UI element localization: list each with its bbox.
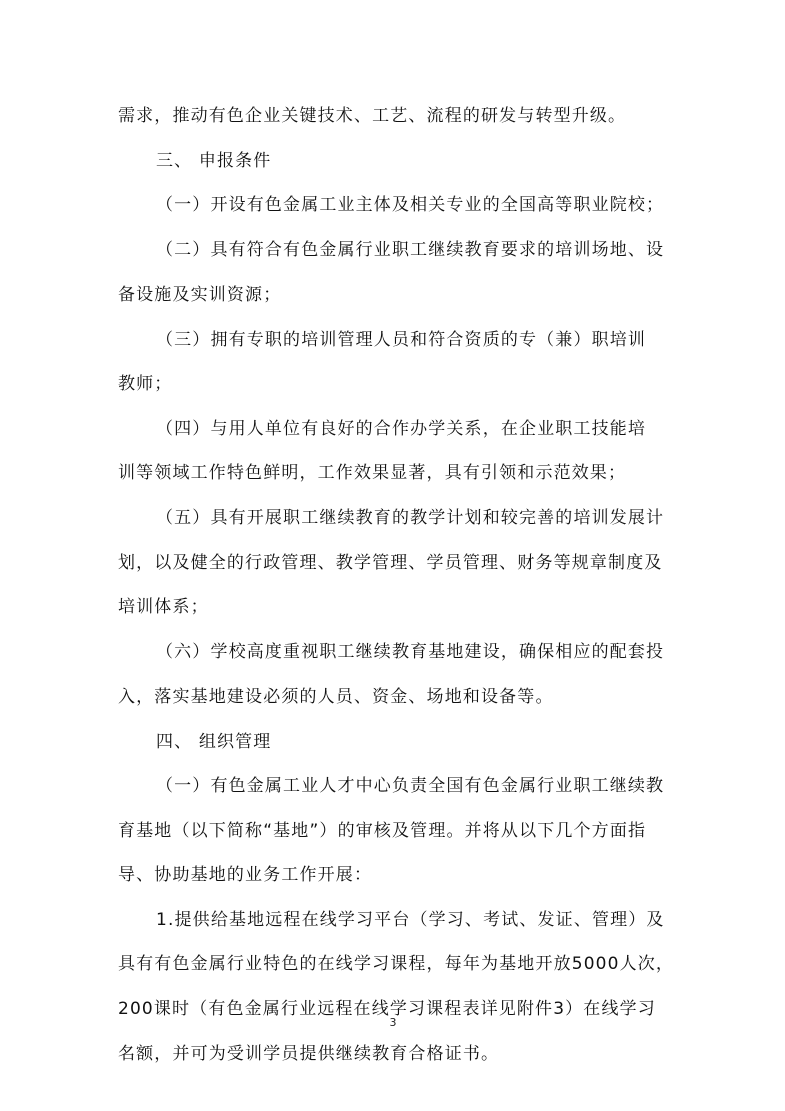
condition-1: （一）开设有色金属工业主体及相关专业的全国高等职业院校； [156, 195, 665, 215]
condition-5-line-2: 划，以及健全的行政管理、教学管理、学员管理、财务等规章制度及 [118, 553, 663, 573]
management-item-1-line-3: 200课时（有色金属行业远程在线学习课程表详见附件3）在线学习 [118, 999, 656, 1019]
paragraph-line-1: 需求，推动有色企业关键技术、工艺、流程的研发与转型升级。 [118, 106, 627, 126]
management-item-1-line-1: 1.提供给基地远程在线学习平台（学习、考试、发证、管理）及 [156, 910, 665, 930]
condition-2-line-1: （二）具有符合有色金属行业职工继续教育要求的培训场地、设 [156, 240, 665, 260]
management-item-1-line-2: 具有有色金属行业特色的在线学习课程，每年为基地开放5000人次， [118, 954, 675, 974]
management-1-line-3: 导、协助基地的业务工作开展： [118, 865, 373, 885]
management-item-1-line-4: 名额，并可为受训学员提供继续教育合格证书。 [118, 1044, 500, 1064]
condition-6-line-2: 入，落实基地建设必须的人员、资金、场地和设备等。 [118, 687, 554, 707]
condition-2-line-2: 备设施及实训资源； [118, 285, 282, 305]
page-number: 3 [389, 1016, 397, 1029]
section-heading-4: 四、 组织管理 [156, 732, 272, 752]
condition-5-line-1: （五）具有开展职工继续教育的教学计划和较完善的培训发展计 [156, 508, 665, 528]
management-1-line-2: 育基地（以下简称“基地”）的审核及管理。并将从以下几个方面指 [118, 821, 647, 841]
condition-5-line-3: 培训体系； [118, 597, 209, 617]
condition-3-line-2: 教师； [118, 374, 173, 394]
condition-4-line-2: 训等领域工作特色鲜明，工作效果显著，具有引领和示范效果； [118, 463, 627, 483]
condition-3-line-1: （三）拥有专职的培训管理人员和符合资质的专（兼）职培训 [156, 330, 647, 350]
section-heading-3: 三、 申报条件 [156, 151, 272, 171]
condition-4-line-1: （四）与用人单位有良好的合作办学关系，在企业职工技能培 [156, 419, 647, 439]
management-1-line-1: （一）有色金属工业人才中心负责全国有色金属行业职工继续教 [156, 776, 665, 796]
condition-6-line-1: （六）学校高度重视职工继续教育基地建设，确保相应的配套投 [156, 642, 665, 662]
